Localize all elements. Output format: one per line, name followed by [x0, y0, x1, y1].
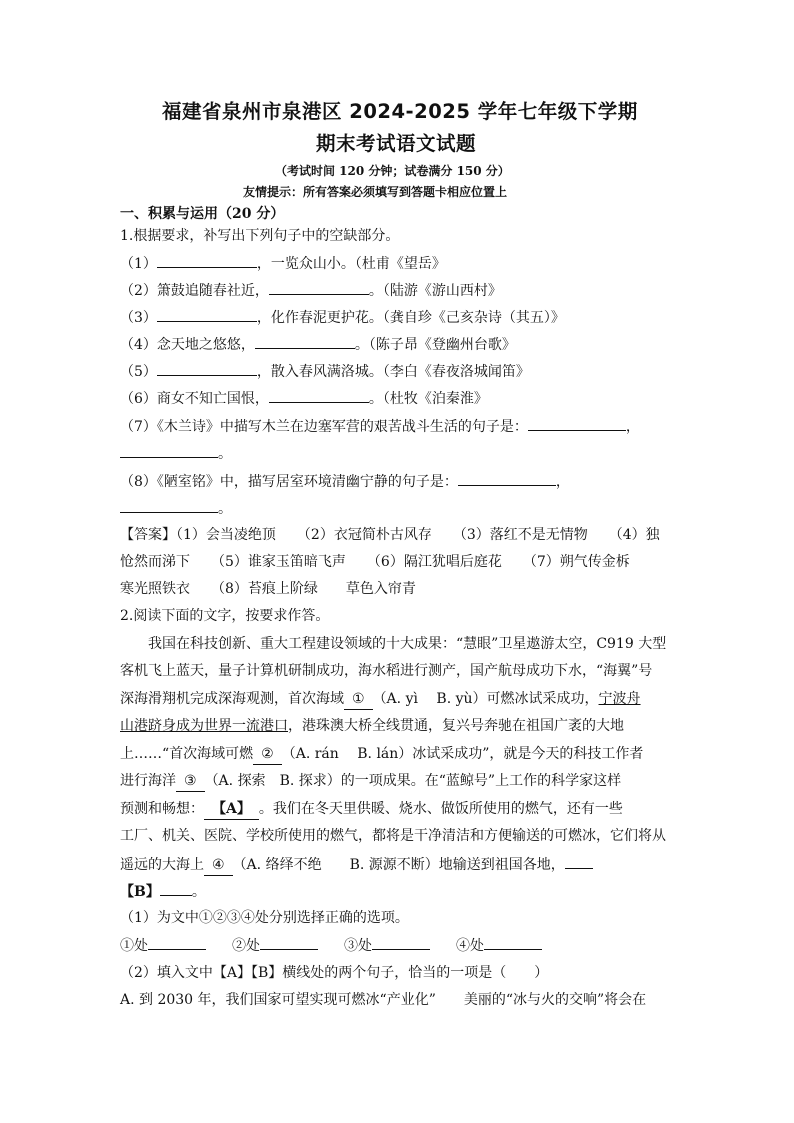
q2-stem: 2.阅读下面的文字，按要求作答。: [120, 608, 330, 624]
item-text: （8）《陋室铭》中，描写居室环境清幽宁静的句子是：: [120, 474, 458, 490]
passage-text: 进行海洋: [120, 773, 176, 789]
item-number: （4）: [120, 337, 157, 353]
item-number: （5）: [120, 364, 157, 380]
section-heading: 一、积累与运用（20 分）: [120, 206, 285, 222]
passage-text: 预测和畅想：: [120, 801, 204, 817]
blank-mark-4[interactable]: ④: [204, 855, 233, 876]
answer-blank[interactable]: [255, 334, 355, 349]
blank-mark-b: 【B】: [120, 884, 160, 900]
blank-mark-1[interactable]: ①: [344, 689, 373, 710]
choice-blank-2[interactable]: [260, 935, 318, 950]
title-line-2: 期末考试语文试题: [316, 132, 477, 155]
punctuation: ，: [555, 474, 570, 490]
q1-item-1: [120, 253, 446, 274]
passage-text: ，港珠澳大桥全线贯通，复兴号奔驰在祖国广袤的大地: [288, 718, 624, 734]
passage-text: （A. rán B. lán）冰试采成功”，就是今天的科技工作者: [281, 746, 644, 762]
answer-line-2: 怆然而涕下 （5）谁家玉笛暗飞声 （6）隔江犹唱后庭花 （7）朔气传金柝: [120, 554, 630, 570]
punctuation: 。: [218, 501, 232, 517]
q1-item-7-cont: [120, 443, 232, 464]
title-line-1: 福建省泉州市泉港区 2024-2025 学年七年级下学期: [162, 100, 638, 123]
answer-line-1: 【答案】（1）会当凌绝顶 （2）衣冠简朴古风存 （3）落红不是无情物 （4）独: [120, 527, 660, 543]
passage-line: [120, 716, 624, 736]
answer-blank[interactable]: [458, 471, 556, 486]
item-text: 。（陈子昂《登幽州台歌》: [354, 337, 516, 353]
passage-line: 我国在科技创新、重大工程建设领域的十大成果：“慧眼”卫星遨游太空，C919 大型: [148, 636, 667, 652]
q1-item-6: [120, 388, 488, 409]
choice-blank-1[interactable]: [148, 935, 206, 950]
punctuation: ，: [625, 419, 640, 435]
q1-stem: 1.根据要求，补写出下列句子中的空缺部分。: [120, 228, 400, 244]
item-text: 念天地之悠悠，: [156, 337, 255, 353]
answer-blank[interactable]: [269, 280, 369, 295]
punctuation: 。: [191, 884, 206, 900]
choice-blank-3[interactable]: [372, 935, 430, 950]
passage-text: （A. yì B. yù）可燃冰试采成功，: [372, 691, 599, 707]
passage-line: [120, 854, 593, 876]
answer-blank[interactable]: [565, 854, 593, 869]
item-text: 箫鼓追随春社近，: [156, 283, 269, 299]
passage-text: 。我们在冬天里供暖、烧水、做饭所使用的燃气，还有一些: [258, 801, 623, 817]
answer-blank[interactable]: [157, 253, 257, 268]
choice-label-2: ②处: [232, 938, 260, 954]
item-text: 商女不知亡国恨，: [156, 391, 269, 407]
blank-mark-3[interactable]: ③: [176, 771, 205, 792]
answer-blank[interactable]: [120, 443, 218, 458]
answer-blank[interactable]: [157, 361, 257, 376]
blank-mark-2[interactable]: ②: [253, 744, 282, 765]
answer-blank[interactable]: [160, 881, 192, 896]
passage-text: （A. 探索 B. 探求）的一项成果。在“蓝鲸号”上工作的科学家这样: [204, 773, 622, 789]
choice-row: [120, 935, 542, 956]
item-text: 。（陆游《游山西村》: [368, 283, 502, 299]
passage-line: [120, 771, 621, 792]
passage-line: 工厂、机关、医院、学校所使用的燃气，都将是干净清洁和方便输送的可燃冰，它们将从: [120, 828, 666, 844]
item-text: ，化作春泥更护花。（龚自珍《己亥杂诗（其五）》: [256, 310, 565, 326]
passage-text: 上……“首次海域可燃: [120, 746, 254, 762]
q1-item-8: [120, 471, 570, 492]
passage-text: （A. 络绎不绝 B. 源源不断）地输送到祖国各地，: [232, 857, 565, 873]
item-text: 。（杜牧《泊秦淮》: [368, 391, 488, 407]
answer-blank[interactable]: [120, 498, 218, 513]
passage-line: [120, 881, 206, 902]
choice-label-1: ①处: [120, 938, 148, 954]
q1-item-8-cont: [120, 498, 232, 519]
item-number: （3）: [120, 310, 157, 326]
q1-item-7: [120, 416, 640, 437]
item-text: （7）《木兰诗》中描写木兰在边塞军营的艰苦战斗生活的句子是：: [120, 419, 528, 435]
notice: 友情提示：所有答案必须填写到答题卡相应位置上: [243, 185, 508, 199]
passage-line: 客机飞上蓝天，量子计算机研制成功，海水稻进行测产，国产航母成功下水，“海翼”号: [120, 663, 653, 679]
punctuation: 。: [218, 446, 232, 462]
option-a: A. 到 2030 年，我们国家可望实现可燃冰“产业化” 美丽的“冰与火的交响”将会在: [120, 992, 647, 1008]
underlined-text: 宁波舟: [598, 691, 641, 707]
item-number: （2）: [120, 283, 157, 299]
blank-mark-a[interactable]: 【A】: [204, 799, 259, 820]
item-number: （1）: [120, 256, 157, 272]
q2-sub-1: （1）为文中①②③④处分别选择正确的选项。: [120, 910, 409, 926]
q1-item-3: [120, 307, 565, 328]
q2-sub-2: （2）填入文中【A】【B】横线处的两个句子，恰当的一项是（ ）: [120, 965, 549, 981]
choice-label-3: ③处: [344, 938, 372, 954]
item-text: ，一览众山小。（杜甫《望岳》: [256, 256, 446, 272]
item-text: ，散入春风满洛城。（李白《春夜洛城闻笛》: [256, 364, 530, 380]
answer-blank[interactable]: [269, 388, 369, 403]
q1-item-2: [120, 280, 502, 301]
choice-label-4: ④处: [456, 938, 484, 954]
underlined-text: 山港跻身成为世界一流港口: [120, 718, 288, 734]
answer-blank[interactable]: [528, 416, 626, 431]
passage-line: [120, 689, 641, 710]
passage-line: [120, 744, 643, 765]
q1-item-5: [120, 361, 530, 382]
passage-line: [120, 799, 623, 820]
passage-text: 遥远的大海上: [120, 857, 204, 873]
q1-item-4: [120, 334, 516, 355]
exam-info: （考试时间 120 分钟；试卷满分 150 分）: [275, 164, 510, 178]
answer-line-3: 寒光照铁衣 （8）苔痕上阶绿 草色入帘青: [120, 581, 416, 597]
choice-blank-4[interactable]: [484, 935, 542, 950]
passage-text: 深海滑翔机完成深海观测，首次海域: [120, 691, 344, 707]
item-number: （6）: [120, 391, 157, 407]
answer-blank[interactable]: [157, 307, 257, 322]
